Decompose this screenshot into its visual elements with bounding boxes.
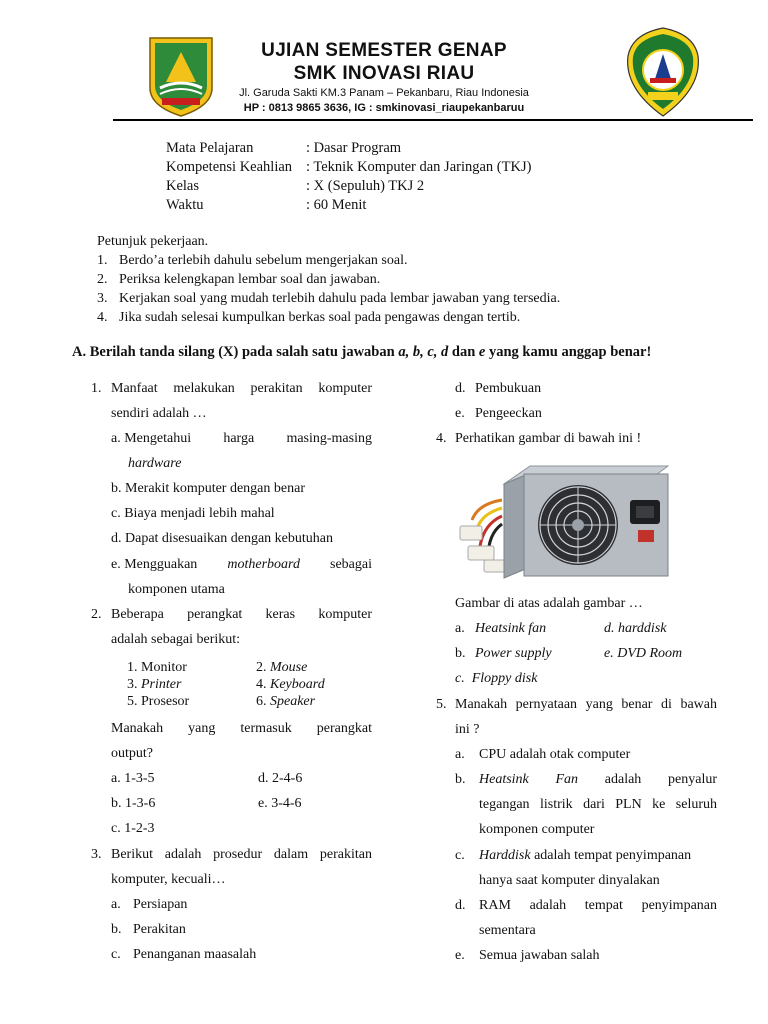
device-row — [127, 676, 325, 693]
q2-option-e: e. 3-4-6 — [258, 796, 302, 811]
q3-text-line2: komputer, kecuali… — [111, 872, 226, 887]
instruction-item: 3. Kerjakan soal yang mudah terlebih dahulu pada lembar jawaban yang tersedia. — [97, 291, 561, 306]
q3-text-line1: Berikut adalah prosedur dalam perakitan — [111, 847, 372, 862]
q3-option-c: c. Penanganan maasalah — [111, 947, 257, 962]
q4-option-a: a. Heatsink fan — [455, 621, 547, 636]
q2-device-list — [127, 659, 325, 710]
exam-info — [166, 139, 531, 215]
section-a-title: A. Berilah tanda silang (X) pada salah satu jawaban a, b, c, d dan e yang kamu anggap benar! — [72, 344, 652, 360]
q4-text: Perhatikan gambar di bawah ini ! — [455, 431, 642, 446]
q1-option-e: e. Mengguakan motherboard sebagai — [111, 557, 372, 572]
device-item: 5. Prosesor — [127, 694, 190, 709]
q4-option-e: e. DVD Room — [604, 646, 683, 661]
q2-text-line1: Beberapa perangkat keras komputer — [111, 607, 372, 622]
device-row — [127, 693, 325, 710]
q2-option-b: b. 1-3-6 — [111, 796, 156, 811]
q4-option-b: b. Power supply — [455, 646, 552, 661]
device-item: 6. Speaker — [256, 694, 316, 709]
device-item: 4. Keyboard — [256, 677, 325, 692]
q1-option-a-cont: hardware — [128, 456, 182, 471]
q1-option-a: a. Mengetahui harga masing-masing — [111, 431, 372, 446]
q2-ask-line2: output? — [111, 746, 153, 761]
q1-option-b: b. Merakit komputer dengan benar — [111, 481, 305, 496]
q1-option-e-cont: komponen utama — [128, 582, 225, 597]
q3-option-e: e. Pengeeckan — [455, 406, 542, 421]
q1-number: 1. — [91, 381, 102, 396]
q5-option-d: d. RAM adalah tempat penyimpanan — [455, 898, 717, 913]
q4-option-d: d. harddisk — [604, 621, 667, 636]
q2-text-line2: adalah sebagai berikut: — [111, 632, 241, 647]
school-contact: HP : 0813 9865 3636, IG : smkinovasi_riaupekanbaruu — [243, 102, 525, 114]
q5-option-b-cont: tegangan listrik dari PLN ke seluruh — [479, 797, 717, 812]
q5-option-a: a. CPU adalah otak computer — [455, 747, 631, 762]
device-item: 3. Printer — [127, 677, 182, 692]
q5-option-d-cont: sementara — [479, 923, 536, 938]
q2-number: 2. — [91, 607, 102, 622]
q5-option-e: e. Semua jawaban salah — [455, 948, 600, 963]
school-address: Jl. Garuda Sakti KM.3 Panam – Pekanbaru, Riau Indonesia — [239, 87, 529, 99]
device-row — [127, 659, 325, 676]
q3-option-a: a. Persiapan — [111, 897, 188, 912]
q5-number: 5. — [436, 697, 447, 712]
q5-option-c: c. Harddisk adalah tempat penyimpanan — [455, 848, 692, 863]
school-name: SMK INOVASI RIAU — [293, 63, 475, 84]
instruction-item: 1. Berdo’a terlebih dahulu sebelum mengerjakan soal. — [97, 253, 408, 268]
q3-option-b: b. Perakitan — [111, 922, 186, 937]
q2-option-d: d. 2-4-6 — [258, 771, 303, 786]
instructions-title: Petunjuk pekerjaan. — [97, 234, 209, 249]
q5-text-line1: Manakah pernyataan yang benar di bawah — [455, 697, 717, 712]
q1-text-line2: sendiri adalah … — [111, 406, 207, 421]
q1-option-c: c. Biaya menjadi lebih mahal — [111, 506, 275, 521]
q4-caption: Gambar di atas adalah gambar … — [455, 596, 643, 611]
exam-title: UJIAN SEMESTER GENAP — [261, 40, 507, 61]
q4-option-c: c. Floppy disk — [455, 671, 538, 686]
q1-text-line1: Manfaat melakukan perakitan komputer — [111, 381, 372, 396]
q1-option-d: d. Dapat disesuaikan dengan kebutuhan — [111, 531, 333, 546]
device-item: 1. Monitor — [127, 660, 187, 675]
info-row: Kompetensi Keahlian : Teknik Komputer dan Jaringan (TKJ) — [166, 159, 532, 175]
info-row: Waktu : 60 Menit — [166, 197, 367, 213]
power-supply-image — [458, 460, 672, 580]
instruction-item: 4. Jika sudah selesai kumpulkan berkas soal pada pengawas dengan tertib. — [97, 310, 521, 325]
info-row: Mata Pelajaran : Dasar Program — [166, 140, 402, 156]
q5-option-b: b. Heatsink Fan adalah penyalur — [455, 772, 717, 787]
q2-option-a: a. 1-3-5 — [111, 771, 155, 786]
q2-option-c: c. 1-2-3 — [111, 821, 155, 836]
q5-option-c-cont: hanya saat komputer dinyalakan — [479, 873, 660, 888]
device-item: 2. Mouse — [256, 660, 308, 675]
q5-text-line2: ini ? — [455, 722, 480, 737]
q4-number: 4. — [436, 431, 447, 446]
info-row: Kelas : X (Sepuluh) TKJ 2 — [166, 178, 425, 194]
header-rule — [113, 119, 753, 121]
q5-option-b-cont2: komponen computer — [479, 822, 595, 837]
instruction-item: 2. Periksa kelengkapan lembar soal dan jawaban. — [97, 272, 381, 287]
instructions-list — [97, 251, 560, 327]
q2-ask-line1: Manakah yang termasuk perangkat — [111, 721, 372, 736]
q3-option-d: d. Pembukuan — [455, 381, 542, 396]
q3-number: 3. — [91, 847, 102, 862]
